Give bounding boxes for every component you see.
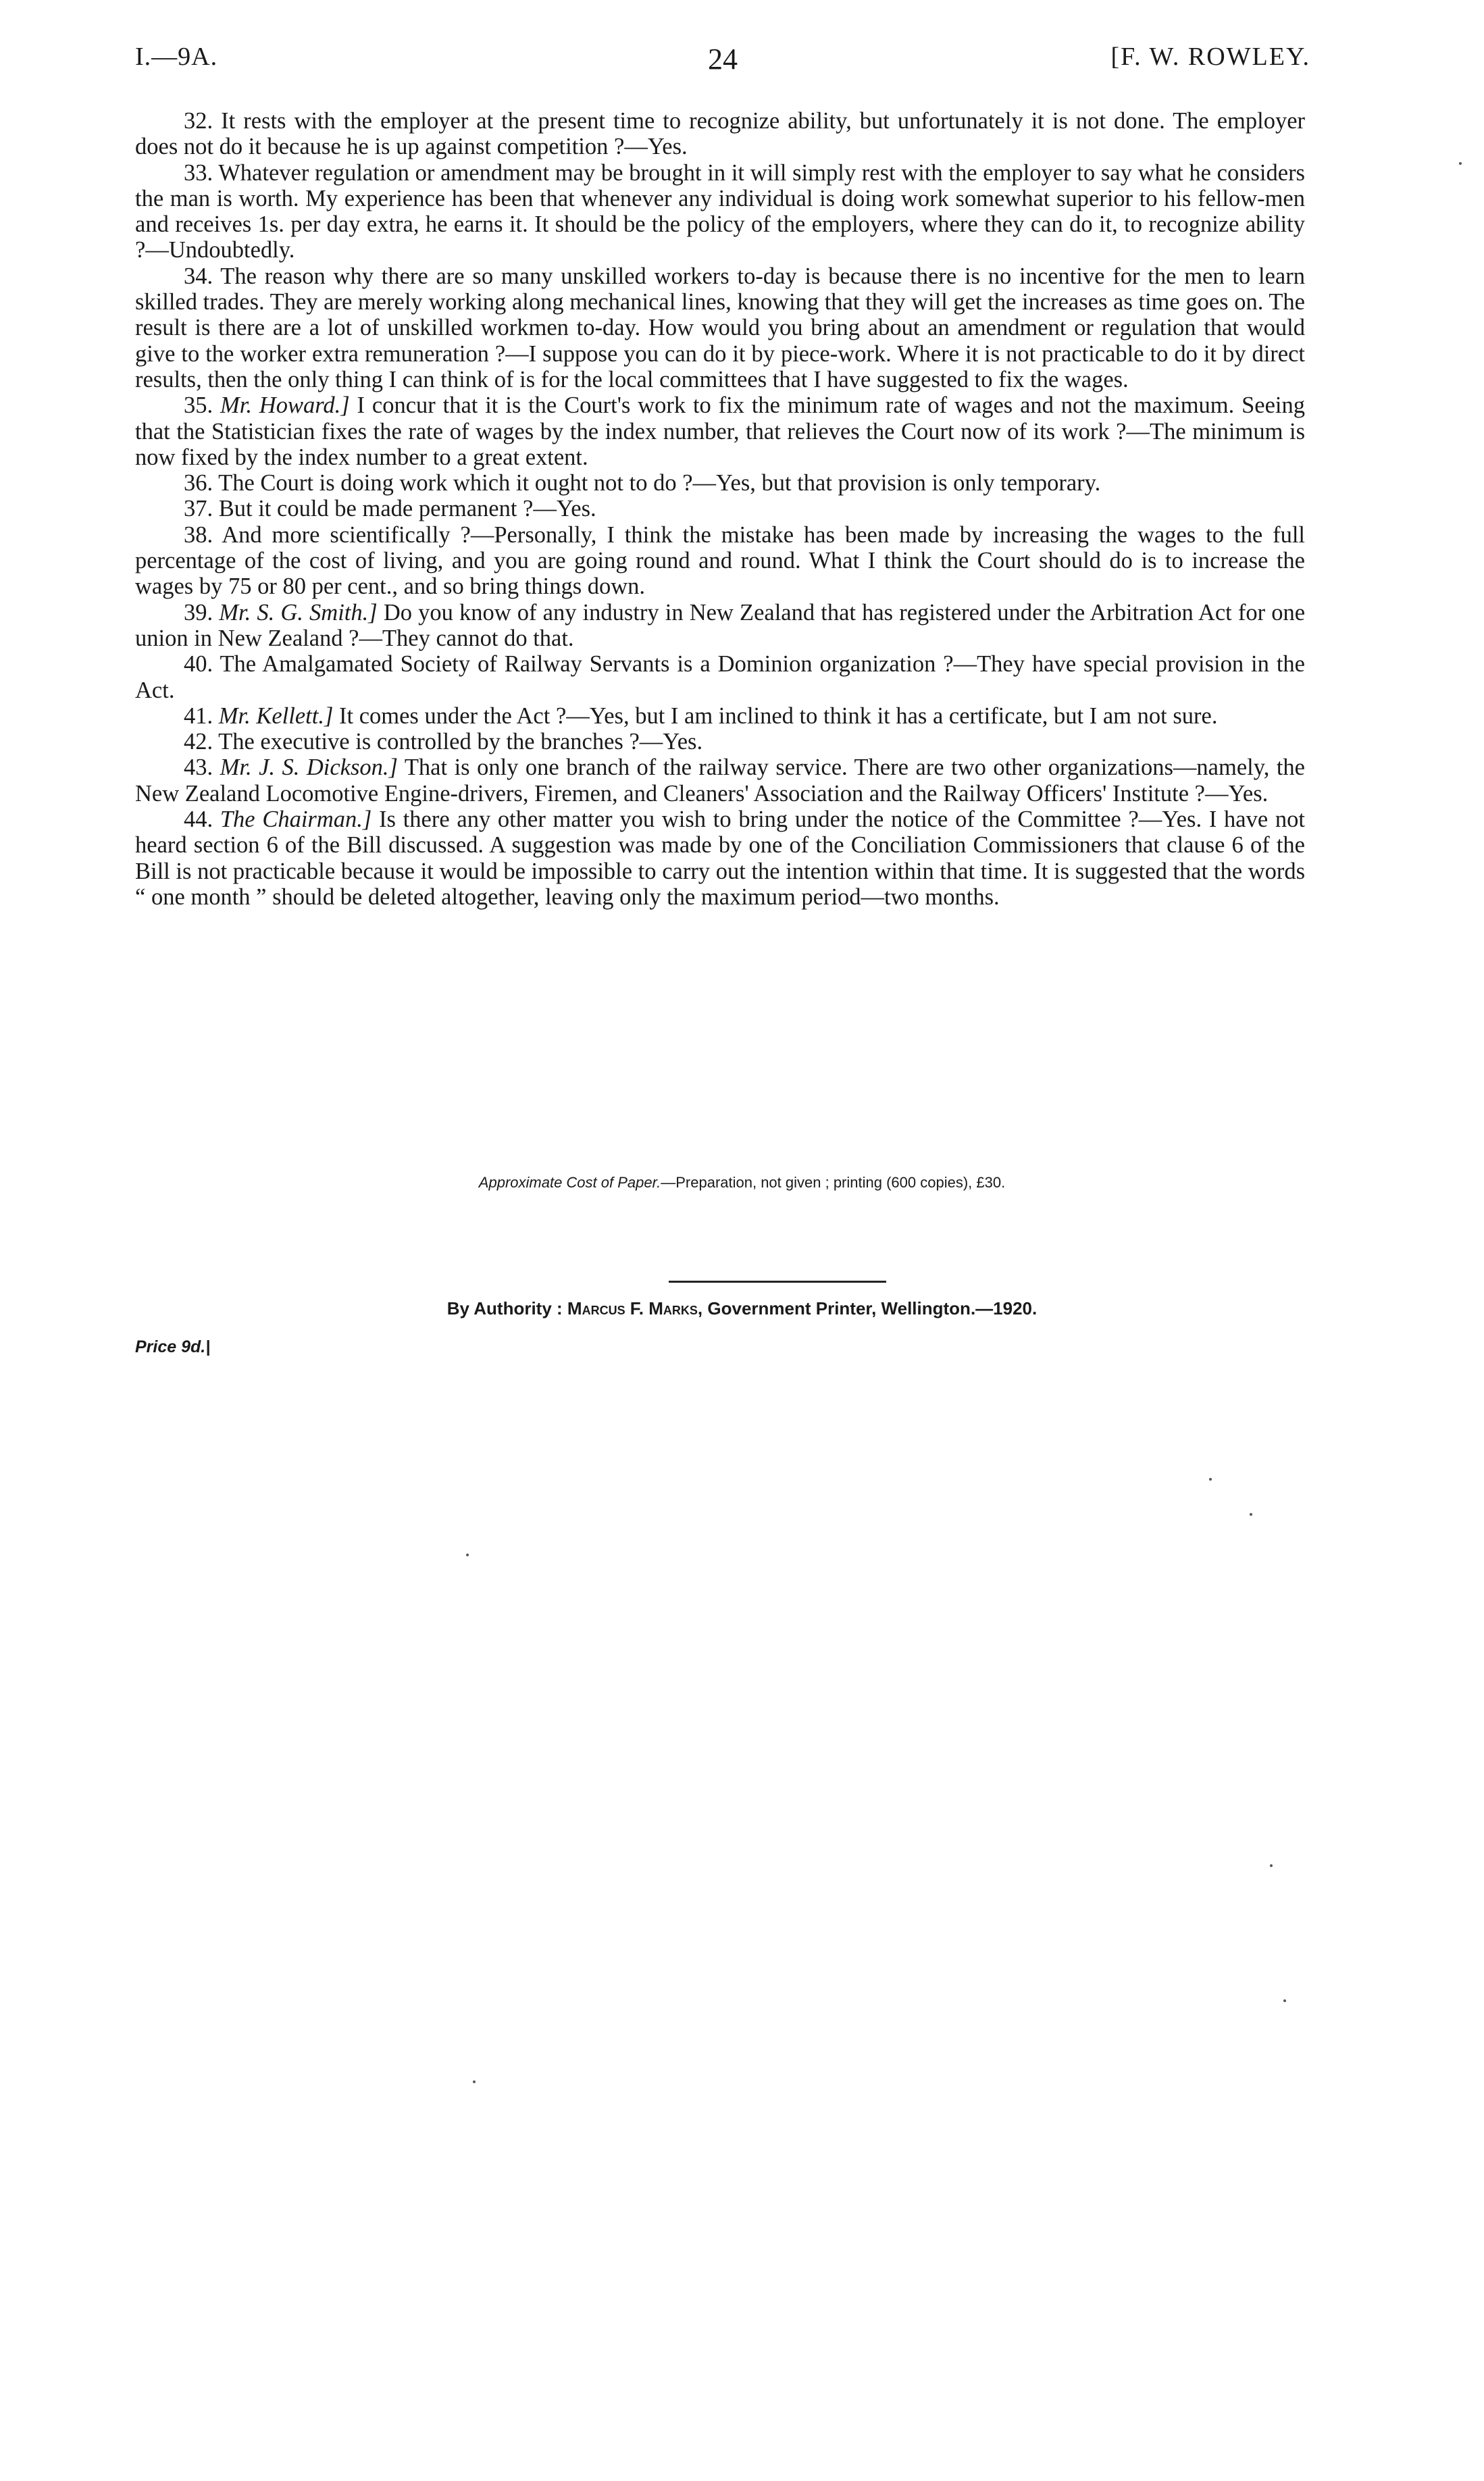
- question-text: I concur that it is the Court's work to fix the minimum rate of wages and not the maximum. Seeing that the Statistician fixes the rate of wages by the index number, that relieves the Court now of its work ?—The minimum is now fixed by the index number to a great extent.: [135, 392, 1305, 470]
- cost-label: Approximate Cost of Paper.: [478, 1174, 661, 1191]
- scan-speck: [473, 2080, 476, 2083]
- authority-suffix: Government Printer, Wellington.—1920.: [707, 1298, 1038, 1319]
- speaker-name: Mr. J. S. Dickson.]: [220, 754, 398, 781]
- question-number: 40.: [184, 651, 213, 677]
- speaker-name: Mr. S. G. Smith.]: [219, 599, 378, 625]
- page-number: 24: [708, 43, 738, 76]
- question-number: 43.: [184, 754, 213, 781]
- scan-speck: [1283, 1999, 1286, 2002]
- page-header: [135, 42, 1310, 82]
- divider-rule: [669, 1281, 886, 1283]
- question-paragraph: [135, 108, 1305, 160]
- question-number: 32.: [184, 108, 213, 134]
- question-number: 34.: [184, 263, 213, 289]
- question-paragraph: [135, 263, 1305, 392]
- question-text: Do you know of any industry in New Zealand that has registered under the Arbitration Act for one union in New Zealand ?—They cannot do that.: [135, 599, 1306, 651]
- scan-speck: [1209, 1478, 1212, 1481]
- question-number: 37.: [184, 496, 213, 522]
- testimony-body: [135, 108, 1305, 910]
- printer-name: Marcus F. Marks,: [567, 1298, 703, 1319]
- question-paragraph: [135, 807, 1305, 910]
- authority-prefix: By Authority :: [446, 1298, 563, 1319]
- question-number: 39.: [184, 599, 213, 625]
- speaker-name: Mr. Howard.]: [220, 392, 350, 419]
- question-paragraph: [135, 651, 1305, 703]
- question-number: 33.: [184, 159, 213, 186]
- question-paragraph: [135, 754, 1305, 807]
- printer-authority: [0, 1298, 1484, 1319]
- question-paragraph: [135, 729, 1305, 754]
- speaker-name: Mr. Kellett.]: [218, 702, 334, 729]
- cost-text: —Preparation, not given ; printing (600 copies), £30.: [661, 1174, 1006, 1191]
- paper-reference: I.—9A.: [135, 43, 218, 71]
- scan-speck: [1250, 1513, 1252, 1516]
- question-number: 36.: [184, 470, 213, 496]
- scan-speck: [1459, 162, 1462, 165]
- question-paragraph: [135, 522, 1305, 600]
- witness-name: [F. W. ROWLEY.: [1110, 43, 1310, 71]
- question-text: Whatever regulation or amendment may be brought in it will simply rest with the employer to say what he considers the man is worth. My experience has been that whenever any individual is doing work somewhat superior to his fellow-men and receives 1s. per day extra, he earns it. It should be the policy of the employers, where they can do it, to recognize ability ?—Undoubtedly.: [135, 159, 1305, 263]
- question-text: It rests with the employer at the present time to recognize ability, but unfortunately it is not done. The employer does not do it because he is up against competition ?—Yes.: [135, 108, 1306, 160]
- scan-speck: [1270, 1864, 1273, 1867]
- paper-cost-note: [0, 1174, 1484, 1192]
- question-text: Is there any other matter you wish to bring under the notice of the Committee ?—Yes. I have not heard section 6 of the Bill discussed. A suggestion was made by one of the Conciliation Commissioners that clause 6 of the Bill is not practicable because it would be impossible to carry out the intention within that time. It is suggested that the words “ one month ” should be deleted altogether, leaving only the maximum period—two months.: [135, 807, 1305, 910]
- question-text: But it could be made permanent ?—Yes.: [218, 496, 596, 522]
- question-text: It comes under the Act ?—Yes, but I am inclined to think it has a certificate, but I am not sure.: [339, 702, 1218, 729]
- speaker-name: The Chairman.]: [220, 807, 372, 833]
- question-text: That is only one branch of the railway service. There are two other organizations—namely, the New Zealand Locomotive Engine-drivers, Firemen, and Cleaners' Association and the Railway Officers' Institute ?—Yes.: [135, 754, 1305, 807]
- question-paragraph: [135, 496, 1305, 521]
- question-text: The Court is doing work which it ought not to do ?—Yes, but that provision is only temporary.: [218, 470, 1101, 496]
- question-text: And more scientifically ?—Personally, I think the mistake has been made by increasing the wages to the full percentage of the cost of living, and you are going round and round. What I think the Court should do is to increase the wages by 75 or 80 per cent., and so bring things down.: [135, 521, 1305, 600]
- question-paragraph: [135, 470, 1305, 496]
- question-paragraph: [135, 160, 1305, 263]
- question-text: The Amalgamated Society of Railway Servants is a Dominion organization ?—They have special provision in the Act.: [135, 651, 1305, 703]
- question-paragraph: [135, 600, 1305, 652]
- price-note: Price 9d.|: [135, 1337, 211, 1356]
- question-text: The reason why there are so many unskilled workers to-day is because there is no incentive for the men to learn skilled trades. They are merely working along mechanical lines, knowing that they will get the increases as time goes on. The result is there are a lot of unskilled workmen to-day. How would you bring about an amendment or regulation that would give to the worker extra remuneration ?—I suppose you can do it by piece-work. Where it is not practicable to do it by direct results, then the only thing I can think of is for the local committees that I have suggested to fix the wages.: [135, 263, 1305, 392]
- question-text: The executive is controlled by the branches ?—Yes.: [218, 729, 703, 755]
- question-number: 38.: [184, 521, 213, 548]
- question-paragraph: [135, 703, 1305, 729]
- question-paragraph: [135, 392, 1305, 470]
- question-number: 42.: [184, 729, 213, 755]
- question-number: 41.: [184, 702, 213, 729]
- question-number: 35.: [184, 392, 213, 419]
- scan-speck: [466, 1554, 469, 1556]
- question-number: 44.: [184, 807, 213, 833]
